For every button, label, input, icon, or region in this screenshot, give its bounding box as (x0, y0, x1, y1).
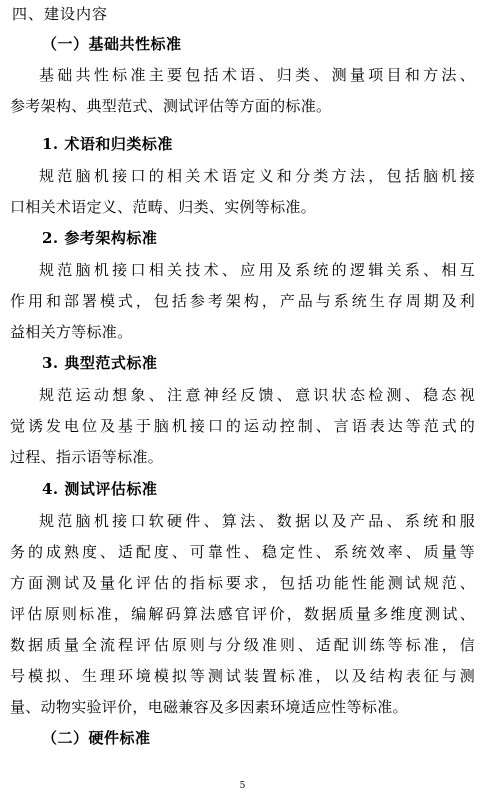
item-heading-testing: 4. 测试评估标准 (42, 480, 158, 498)
subsection-heading-hardware: （二）硬件标准 (42, 729, 151, 747)
subsection-heading-basic: （一）基础共性标准 (42, 35, 182, 53)
section-heading: 四、建设内容 (12, 5, 109, 23)
item-heading-architecture: 2. 参考架构标准 (42, 229, 158, 247)
paragraph-line: 作用和部署模式，包括参考架构，产品与系统生存周期及利 (10, 292, 475, 310)
item-heading-paradigm: 3. 典型范式标准 (42, 354, 158, 372)
paragraph-line: 规范脑机接口软硬件、算法、数据以及产品、系统和服 (39, 512, 475, 530)
paragraph-line: 口相关术语定义、范畴、归类、实例等标准。 (10, 198, 317, 216)
paragraph-line: 参考架构、典型范式、测试评估等方面的标准。 (10, 97, 332, 115)
paragraph-line: 觉诱发电位及基于脑机接口的运动控制、言语表达等范式的 (10, 417, 475, 435)
paragraph-line: 务的成熟度、适配度、可靠性、稳定性、系统效率、质量等 (10, 543, 475, 561)
paragraph-line: 基础共性标准主要包括术语、归类、测量项目和方法、 (39, 66, 475, 84)
paragraph-line: 数据质量全流程评估原则与分级准则、适配训练等标准，信 (10, 636, 475, 654)
paragraph-line: 过程、指示语等标准。 (10, 448, 164, 466)
paragraph-line: 规范脑机接口相关技术、应用及系统的逻辑关系、相互 (39, 261, 475, 279)
paragraph-line: 益相关方等标准。 (10, 323, 133, 341)
paragraph-line: 规范脑机接口的相关术语定义和分类方法，包括脑机接 (39, 167, 475, 185)
paragraph-line: 评估原则标准，编解码算法感官评价，数据质量多维度测试、 (10, 605, 475, 623)
item-heading-terminology: 1. 术语和归类标准 (42, 135, 173, 153)
paragraph-line: 号模拟、生理环境模拟等测试装置标准，以及结构表征与测 (10, 667, 475, 685)
paragraph-line: 量、动物实验评价，电磁兼容及多因素环境适应性等标准。 (10, 698, 408, 716)
paragraph-line: 规范运动想象、注意神经反馈、意识状态检测、稳态视 (39, 386, 475, 404)
paragraph-line: 方面测试及量化评估的指标要求，包括功能性能测试规范、 (10, 574, 475, 592)
page-number: 5 (239, 781, 246, 791)
